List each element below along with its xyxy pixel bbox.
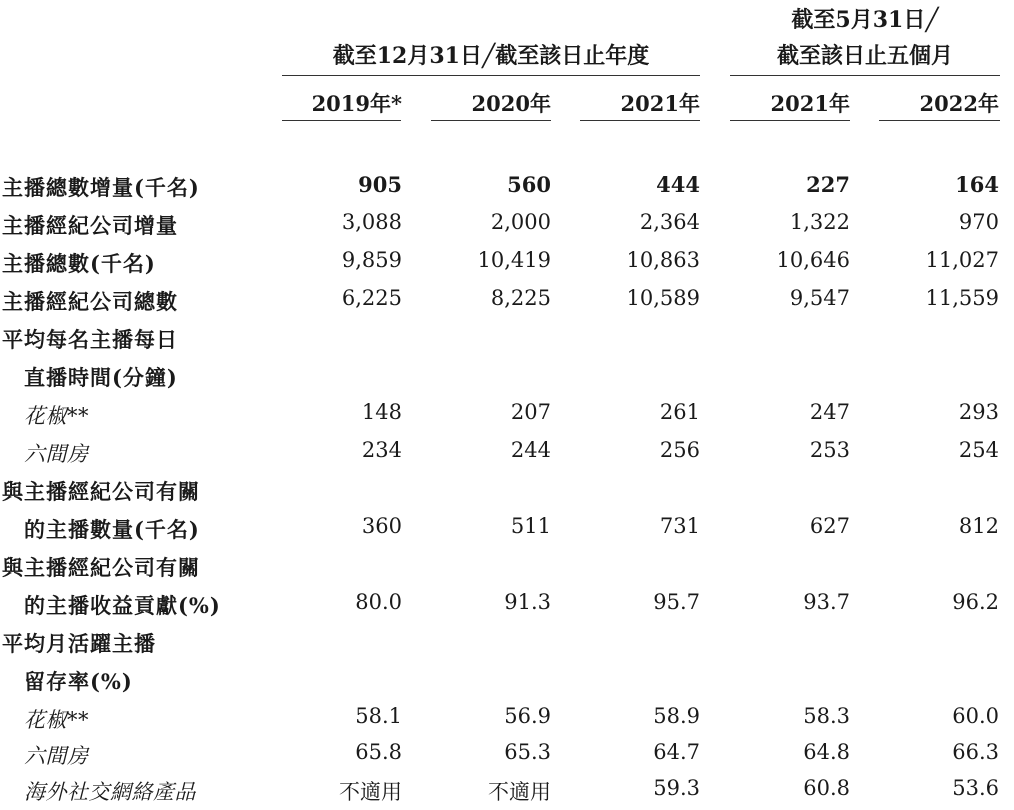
row-label: 與主播經紀公司有關	[2, 555, 200, 580]
cell-value: 256	[659, 438, 700, 462]
cell-value: 244	[510, 438, 551, 462]
cell-value: 227	[806, 172, 850, 197]
cell-value: 80.0	[355, 590, 402, 614]
cell-value: 10,419	[477, 248, 551, 272]
table-row	[0, 510, 1014, 548]
cell-value: 2,364	[639, 210, 700, 234]
cell-value: 10,863	[626, 248, 700, 272]
cell-value: 253	[809, 438, 850, 462]
cell-value: 9,547	[789, 286, 850, 310]
cell-value: 11,559	[925, 286, 999, 310]
year-header-2019: 2019年*	[311, 91, 402, 116]
table-row	[0, 700, 1014, 738]
table-row	[0, 206, 1014, 244]
cell-value: 2,000	[490, 210, 551, 234]
table-row	[0, 396, 1014, 434]
cell-value: 64.8	[803, 740, 850, 764]
cell-value: 59.3	[653, 776, 700, 800]
cell-value: 560	[507, 172, 551, 197]
cell-value: 不適用	[339, 780, 402, 804]
fiscal-year-group-header: 截至12月31日╱截至該日止年度	[332, 43, 650, 69]
cell-value: 1,322	[789, 210, 850, 234]
row-label: 主播經紀公司增量	[2, 213, 178, 238]
cell-value: 261	[659, 400, 700, 424]
table-row	[0, 244, 1014, 282]
cell-value: 511	[510, 514, 551, 538]
cell-value: 64.7	[653, 740, 700, 764]
year-rule-2021-fy	[580, 120, 700, 121]
year-rule-2021-5m	[730, 120, 850, 121]
cell-value: 254	[958, 438, 999, 462]
year-rule-2020	[431, 120, 551, 121]
cell-value: 11,027	[925, 248, 999, 272]
cell-value: 60.8	[803, 776, 850, 800]
cell-value: 970	[958, 210, 999, 234]
cell-value: 164	[955, 172, 999, 197]
cell-value: 65.8	[355, 740, 402, 764]
cell-value: 207	[510, 400, 551, 424]
cell-value: 8,225	[490, 286, 551, 310]
cell-value: 360	[361, 514, 402, 538]
cell-value: 812	[958, 514, 999, 538]
cell-value: 293	[958, 400, 999, 424]
table-row	[0, 736, 1014, 774]
row-label: 花椒**	[24, 708, 89, 732]
row-label: 的主播收益貢獻(%)	[24, 593, 221, 618]
five-month-group-rule	[730, 75, 1000, 76]
row-label: 平均月活躍主播	[2, 631, 156, 656]
cell-value: 905	[358, 172, 402, 197]
table-row	[0, 358, 1014, 396]
row-label: 六間房	[24, 744, 89, 768]
cell-value: 247	[809, 400, 850, 424]
table-row	[0, 434, 1014, 472]
year-header-2022-5m: 2022年	[919, 91, 999, 116]
row-label: 直播時間(分鐘)	[24, 365, 178, 390]
cell-value: 731	[659, 514, 700, 538]
cell-value: 627	[809, 514, 850, 538]
cell-value: 56.9	[504, 704, 551, 728]
row-label: 海外社交網絡產品	[24, 780, 196, 804]
cell-value: 不適用	[488, 780, 551, 804]
row-label: 六間房	[24, 442, 89, 466]
year-rule-2019	[282, 120, 401, 121]
table-row	[0, 548, 1014, 586]
table-row	[0, 624, 1014, 662]
five-month-group-header-line2: 截至該日止五個月	[776, 43, 953, 69]
cell-value: 66.3	[952, 740, 999, 764]
fiscal-year-group-rule	[282, 75, 700, 76]
row-label: 主播經紀公司總數	[2, 289, 178, 314]
year-header-2021-5m: 2021年	[770, 91, 850, 116]
year-header-2021-fy: 2021年	[620, 91, 700, 116]
cell-value: 10,589	[626, 286, 700, 310]
table-row	[0, 282, 1014, 320]
table-row	[0, 168, 1014, 206]
cell-value: 53.6	[952, 776, 999, 800]
row-label: 主播總數(千名)	[2, 251, 156, 276]
cell-value: 9,859	[341, 248, 402, 272]
cell-value: 234	[361, 438, 402, 462]
cell-value: 3,088	[341, 210, 402, 234]
row-label: 留存率(%)	[24, 669, 133, 694]
row-label: 與主播經紀公司有關	[2, 479, 200, 504]
cell-value: 58.1	[355, 704, 402, 728]
table-row	[0, 586, 1014, 624]
table-row	[0, 472, 1014, 510]
cell-value: 6,225	[341, 286, 402, 310]
cell-value: 95.7	[653, 590, 700, 614]
year-header-2020: 2020年	[471, 91, 551, 116]
cell-value: 10,646	[776, 248, 850, 272]
five-month-group-header-line1: 截至5月31日╱	[791, 7, 939, 33]
cell-value: 65.3	[504, 740, 551, 764]
cell-value: 444	[656, 172, 700, 197]
table-row	[0, 662, 1014, 700]
row-label: 的主播數量(千名)	[24, 517, 200, 542]
cell-value: 58.3	[803, 704, 850, 728]
cell-value: 93.7	[803, 590, 850, 614]
year-rule-2022-5m	[879, 120, 1000, 121]
cell-value: 58.9	[653, 704, 700, 728]
table-row	[0, 320, 1014, 358]
cell-value: 91.3	[504, 590, 551, 614]
row-label: 主播總數增量(千名)	[2, 175, 200, 200]
table-row	[0, 772, 1014, 810]
cell-value: 148	[361, 400, 402, 424]
cell-value: 60.0	[952, 704, 999, 728]
row-label: 平均每名主播每日	[2, 327, 178, 352]
cell-value: 96.2	[952, 590, 999, 614]
row-label: 花椒**	[24, 404, 89, 428]
